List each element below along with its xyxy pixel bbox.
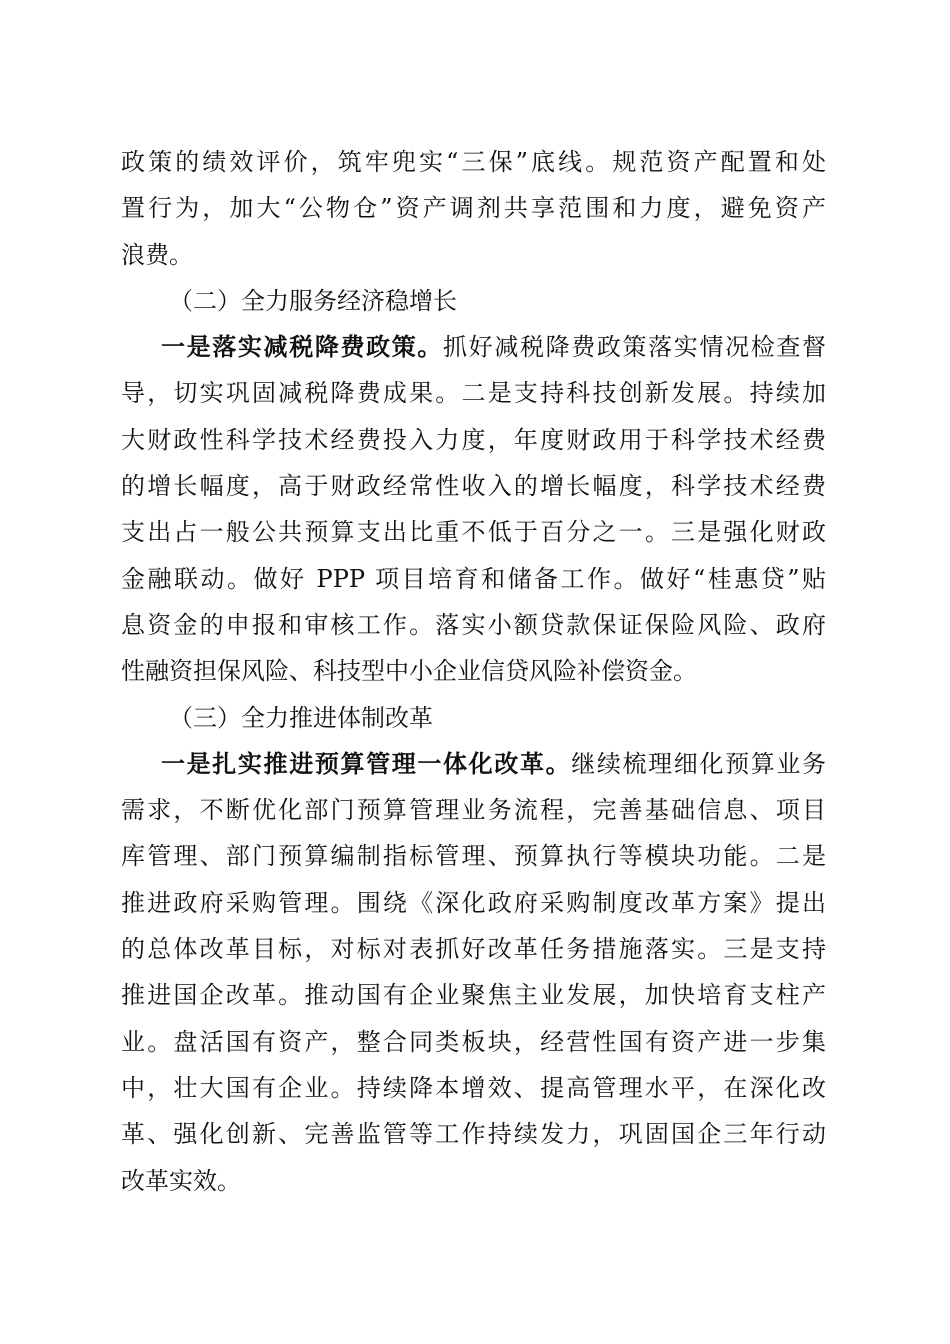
section-heading-2: （二）全力服务经济稳增长 xyxy=(169,286,457,315)
para2-line-5: 支出占一般公共预算支出比重不低于百分之一。三是强化财政 xyxy=(121,518,826,547)
para1-line-3: 浪费。 xyxy=(121,240,193,269)
para3-line-4: 推进政府采购管理。围绕《深化政府采购制度改革方案》提出 xyxy=(121,888,826,917)
para2-line-7: 息资金的申报和审核工作。落实小额贷款保证保险风险、政府 xyxy=(121,610,826,639)
para3-line-7: 业。盘活国有资产，整合同类板块，经营性国有资产进一步集 xyxy=(121,1027,826,1056)
para3-line-5: 的总体改革目标，对标对表抓好改革任务措施落实。三是支持 xyxy=(121,935,826,964)
para2-line-1 xyxy=(121,324,826,370)
para3-line-1 xyxy=(121,741,826,787)
para3-line-3: 库管理、部门预算编制指标管理、预算执行等模块功能。二是 xyxy=(121,842,826,871)
para3-line-6: 推进国企改革。推动国有企业聚焦主业发展，加快培育支柱产 xyxy=(121,981,826,1010)
para3-line-9: 革、强化创新、完善监管等工作持续发力，巩固国企三年行动 xyxy=(121,1120,826,1149)
para2-line-6: 金融联动。做好 PPP 项目培育和储备工作。做好“桂惠贷”贴 xyxy=(121,564,826,593)
document-body xyxy=(121,139,826,1204)
para3-line-2: 需求，不断优化部门预算管理业务流程，完善基础信息、项目 xyxy=(121,796,826,825)
para1-line-2: 置行为，加大“公物仓”资产调剂共享范围和力度，避免资产 xyxy=(121,194,826,223)
para2-line-2: 导，切实巩固减税降费成果。二是支持科技创新发展。持续加 xyxy=(121,379,826,408)
para2-line-8: 性融资担保风险、科技型中小企业信贷风险补偿资金。 xyxy=(121,657,697,686)
para3-lead-bold: 一是扎实推进预算管理一体化改革。 xyxy=(161,748,572,778)
para3-lead-rest: 继续梳理细化预算业务 xyxy=(571,749,826,778)
section-heading-3: （三）全力推进体制改革 xyxy=(169,703,433,732)
para1-line-1: 政策的绩效评价，筑牢兜实“三保”底线。规范资产配置和处 xyxy=(121,148,826,176)
para3-line-10: 改革实效。 xyxy=(121,1166,241,1195)
para2-lead-rest: 抓好减税降费政策落实情况检查督 xyxy=(443,333,826,362)
para2-line-4: 的增长幅度，高于财政经常性收入的增长幅度，科学技术经费 xyxy=(121,472,826,501)
para2-line-3: 大财政性科学技术经费投入力度，年度财政用于科学技术经费 xyxy=(121,425,826,454)
para2-lead-bold: 一是落实减税降费政策。 xyxy=(161,332,444,362)
para3-line-8: 中，壮大国有企业。持续降本增效、提高管理水平，在深化改 xyxy=(121,1073,826,1102)
